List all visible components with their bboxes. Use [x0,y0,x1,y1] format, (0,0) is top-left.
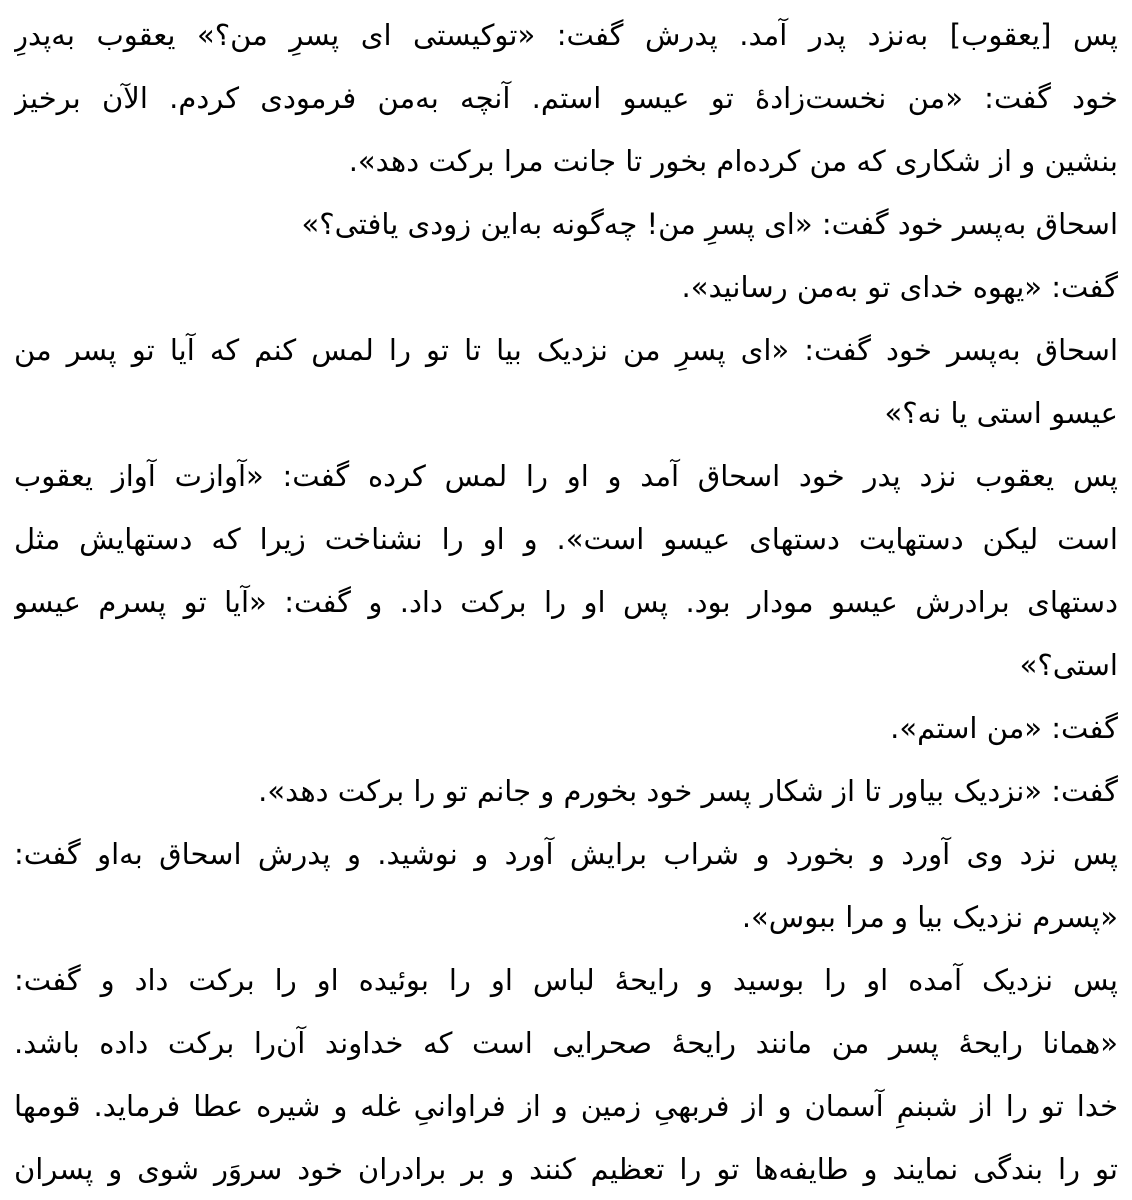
text-line: خدا تو را از شبنمِ آسمان و از فربهیِ زمین و از فراوانیِ غله و شیره عطا فرماید. قومها [14,1089,1118,1123]
text-line: پس نزد وی آورد و بخورد و شراب برایش آورد و نوشید. و پدرش اسحاق به‌او گفت: [14,837,1118,871]
text-line: اسحاق به‌پسر خود گفت: «ای پسرِ من! چه‌گونه به‌این زودی یافتی؟» [301,207,1118,241]
text-line: بنشین و از شکاری که من کرده‌ام بخور تا جانت مرا برکت دهد». [348,144,1118,178]
text-line: دستهای برادرش عیسو مودار بود. پس او را برکت داد. و گفت: «آیا تو پسرم عیسو [14,585,1118,619]
text-line: خود گفت: «من نخست‌زادهٔ تو عیسو استم. آنچه به‌من فرمودی کردم. الآن برخیز [14,81,1118,115]
text-line: تو را بندگی نمایند و طایفه‌ها تو را تعظیم کنند و بر برادران خود سروَر شوی و پسران [14,1152,1118,1186]
text-line: پس [یعقوب] به‌نزد پدر آمد. پدرش گفت: «توکیستی ای پسرِ من؟» یعقوب به‌پدرِ [14,18,1118,52]
text-line: گفت: «نزدیک بیاور تا از شکار پسر خود بخورم و جانم تو را برکت دهد». [258,774,1118,808]
text-line: «پسرم نزدیک بیا و مرا ببوس». [741,900,1118,934]
text-line: «همانا رایحهٔ پسر من مانند رایحهٔ صحرایی است که خداوند آن‌را برکت داده باشد. [14,1026,1118,1060]
text-line: اسحاق به‌پسر خود گفت: «ای پسرِ من نزدیک بیا تا تو را لمس کنم که آیا تو پسر من [14,333,1118,367]
text-line: پس یعقوب نزد پدر خود اسحاق آمد و او را لمس کرده گفت: «آوازت آواز یعقوب [14,459,1118,493]
text-line: است لیکن دستهایت دستهای عیسو است». و او را نشناخت زیرا که دستهایش مثل [14,522,1118,556]
text-line: گفت: «من استم». [890,711,1118,745]
text-line: عیسو استی یا نه؟» [884,396,1118,430]
text-line: استی؟» [1019,648,1118,682]
text-line: گفت: «یهوه خدای تو به‌من رسانید». [681,270,1118,304]
text-line: پس نزدیک آمده او را بوسید و رایحهٔ لباس او را بوئیده او را برکت داد و گفت: [14,963,1118,997]
